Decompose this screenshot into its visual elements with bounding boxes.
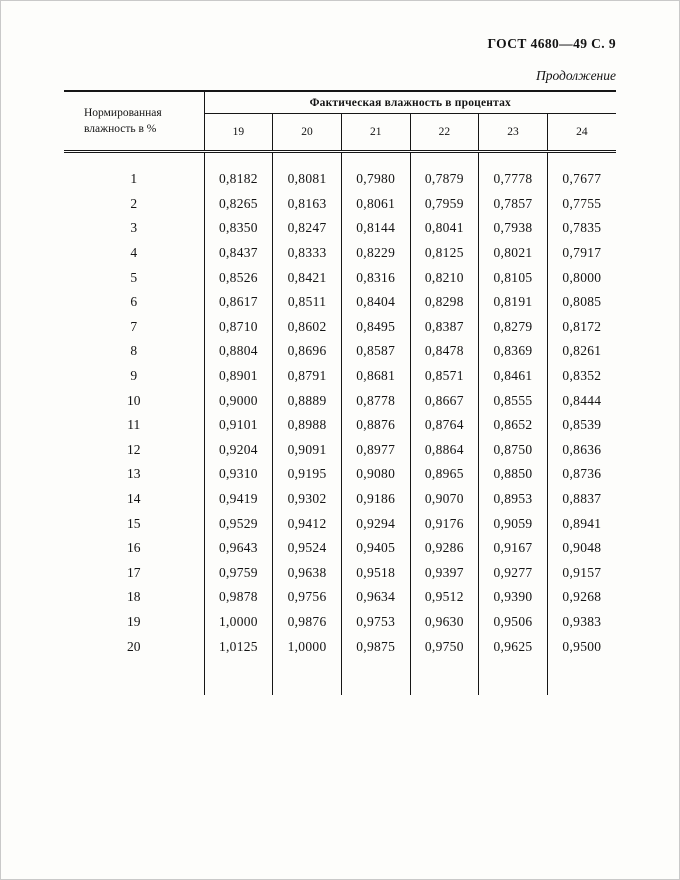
row-label: 13 [127,466,141,482]
page-header [488,36,616,84]
table-cell: 0,8387 [410,315,479,340]
table-cell: 0,8850 [479,462,548,487]
table-cell: 0,8778 [341,388,410,413]
table-row [64,634,616,659]
table-cell: 0,8172 [547,315,616,340]
table-cell: 0,8265 [204,192,273,217]
table-cell: 0,8555 [479,388,548,413]
col-header-actual-humidity: Фактическая влажность в процентах [204,91,616,114]
row-label: 17 [127,564,141,580]
humidity-table [64,90,616,695]
table-cell: 0,8837 [547,487,616,512]
table-cell: 0,9204 [204,438,273,463]
table-cell: 0,8636 [547,438,616,463]
filler-cell [64,659,204,695]
table-cell: 0,9512 [410,585,479,610]
table-cell: 0,8144 [341,216,410,241]
table-row [64,290,616,315]
table-cell: 0,9195 [273,462,342,487]
col-header-21: 21 [341,114,410,152]
table-row [64,610,616,635]
table-cell: 0,8681 [341,364,410,389]
table-cell: 0,8163 [273,192,342,217]
table-cell: 0,9277 [479,561,548,586]
table-cell: 0,7938 [479,216,548,241]
row-label: 10 [127,392,141,408]
table-cell: 0,9643 [204,536,273,561]
table-filler-row [64,659,616,695]
table-cell: 0,9750 [410,634,479,659]
table-cell: 0,9524 [273,536,342,561]
table-cell: 0,8602 [273,315,342,340]
table-cell: 0,8421 [273,265,342,290]
table-cell: 0,9753 [341,610,410,635]
table-cell: 0,9756 [273,585,342,610]
table-cell: 0,9625 [479,634,548,659]
table-row [64,216,616,241]
table-cell: 0,8791 [273,364,342,389]
table-cell: 0,8061 [341,192,410,217]
table-cell: 0,8571 [410,364,479,389]
row-label: 15 [127,515,141,531]
col-header-20: 20 [273,114,342,152]
table-cell: 0,9268 [547,585,616,610]
table-cell: 0,8587 [341,339,410,364]
table-cell: 0,8750 [479,438,548,463]
table-cell: 0,9302 [273,487,342,512]
table-row [64,438,616,463]
table-cell: 0,7917 [547,241,616,266]
table-row [64,315,616,340]
table-cell: 0,8965 [410,462,479,487]
table-cell: 0,9419 [204,487,273,512]
row-label: 7 [130,318,138,334]
table-cell: 0,7677 [547,152,616,192]
filler-cell [273,659,342,695]
table-body [64,152,616,695]
table-cell: 0,8988 [273,413,342,438]
table-cell: 0,8539 [547,413,616,438]
table-row [64,265,616,290]
table-cell: 0,9518 [341,561,410,586]
table-cell: 0,8298 [410,290,479,315]
table-cell: 0,8764 [410,413,479,438]
table-cell: 0,9878 [204,585,273,610]
col-header-19: 19 [204,114,273,152]
table-row [64,388,616,413]
row-label: 3 [130,220,138,236]
table-cell: 0,8804 [204,339,273,364]
table-cell: 0,8125 [410,241,479,266]
table-cell: 0,8350 [204,216,273,241]
row-label: 19 [127,613,141,629]
table-cell: 0,8953 [479,487,548,512]
row-label: 14 [127,491,141,507]
table-cell: 0,8977 [341,438,410,463]
table-cell: 0,8369 [479,339,548,364]
table-cell: 0,9157 [547,561,616,586]
table-cell: 0,9286 [410,536,479,561]
row-label: 2 [130,195,138,211]
table-cell: 0,8876 [341,413,410,438]
table-cell: 0,9500 [547,634,616,659]
table-cell: 0,9875 [341,634,410,659]
table-cell: 0,9390 [479,585,548,610]
table-cell: 0,9876 [273,610,342,635]
table-cell: 0,7959 [410,192,479,217]
filler-cell [479,659,548,695]
table-cell: 0,8667 [410,388,479,413]
table-cell: 0,8261 [547,339,616,364]
table-cell: 0,7879 [410,152,479,192]
table-cell: 0,7778 [479,152,548,192]
row-label: 9 [130,368,138,384]
table-row [64,462,616,487]
row-label: 1 [130,171,138,187]
table-row [64,192,616,217]
filler-cell [204,659,273,695]
table-cell: 0,8617 [204,290,273,315]
filler-cell [341,659,410,695]
table-cell: 0,9383 [547,610,616,635]
table-cell: 0,9186 [341,487,410,512]
table-row [64,364,616,389]
col-header-24: 24 [547,114,616,152]
table-cell: 0,9000 [204,388,273,413]
table-cell: 0,7835 [547,216,616,241]
table-cell: 0,7857 [479,192,548,217]
table-cell: 0,8864 [410,438,479,463]
table-cell: 0,8279 [479,315,548,340]
table-cell: 0,8085 [547,290,616,315]
filler-cell [547,659,616,695]
table-cell: 0,8316 [341,265,410,290]
row-label: 5 [130,269,138,285]
table-cell: 0,9048 [547,536,616,561]
table-cell: 0,9080 [341,462,410,487]
table-cell: 0,9101 [204,413,273,438]
table-cell: 0,9176 [410,511,479,536]
table-cell: 0,8478 [410,339,479,364]
table-cell: 0,9412 [273,511,342,536]
table-header [64,91,616,152]
col-header-normalized-humidity: Нормированная влажность в % [64,91,204,152]
table-cell: 0,8511 [273,290,342,315]
table-cell: 0,9529 [204,511,273,536]
row-label: 20 [127,638,141,654]
row-label: 18 [127,589,141,605]
table-cell: 1,0125 [204,634,273,659]
table-cell: 0,7755 [547,192,616,217]
table-cell: 0,9405 [341,536,410,561]
table-cell: 0,8461 [479,364,548,389]
table-cell: 0,8696 [273,339,342,364]
standard-number: ГОСТ 4680—49 С. 9 [487,36,616,51]
col-header-22: 22 [410,114,479,152]
table-cell: 1,0000 [273,634,342,659]
table-row [64,536,616,561]
table-cell: 0,8333 [273,241,342,266]
table-cell: 0,8000 [547,265,616,290]
table-cell: 0,9091 [273,438,342,463]
table-cell: 1,0000 [204,610,273,635]
table-row [64,561,616,586]
row-label: 4 [130,245,138,261]
table-cell: 0,8889 [273,388,342,413]
table-row [64,152,616,192]
row-label: 6 [130,294,138,310]
table-cell: 0,8941 [547,511,616,536]
table-cell: 0,8404 [341,290,410,315]
table-cell: 0,9506 [479,610,548,635]
table-cell: 0,9397 [410,561,479,586]
table-cell: 0,8652 [479,413,548,438]
row-label: 16 [127,540,141,556]
table-cell: 0,9167 [479,536,548,561]
table-row [64,339,616,364]
table-cell: 0,8229 [341,241,410,266]
table-cell: 0,8105 [479,265,548,290]
table-cell: 0,8041 [410,216,479,241]
table-cell: 0,8247 [273,216,342,241]
table-row [64,585,616,610]
table-cell: 0,8210 [410,265,479,290]
table-cell: 0,9638 [273,561,342,586]
table-cell: 0,8710 [204,315,273,340]
table-cell: 0,8182 [204,152,273,192]
table-cell: 0,7980 [341,152,410,192]
col-header-23: 23 [479,114,548,152]
table-row [64,487,616,512]
row-label: 11 [127,417,141,433]
table-cell: 0,9759 [204,561,273,586]
table-cell: 0,8444 [547,388,616,413]
table-row [64,241,616,266]
table-cell: 0,9310 [204,462,273,487]
continuation-label: Продолжение [535,68,616,83]
table-cell: 0,8021 [479,241,548,266]
table-cell: 0,9070 [410,487,479,512]
table-cell: 0,9059 [479,511,548,536]
row-label: 12 [127,441,141,457]
table-cell: 0,9294 [341,511,410,536]
table-cell: 0,8437 [204,241,273,266]
table-cell: 0,9630 [410,610,479,635]
table-cell: 0,8901 [204,364,273,389]
table-cell: 0,8081 [273,152,342,192]
table-cell: 0,8352 [547,364,616,389]
table-cell: 0,8191 [479,290,548,315]
table-cell: 0,9634 [341,585,410,610]
table-cell: 0,8526 [204,265,273,290]
table-cell: 0,8736 [547,462,616,487]
table-row [64,413,616,438]
filler-cell [410,659,479,695]
table-row [64,511,616,536]
table-cell: 0,8495 [341,315,410,340]
row-label: 8 [130,343,138,359]
